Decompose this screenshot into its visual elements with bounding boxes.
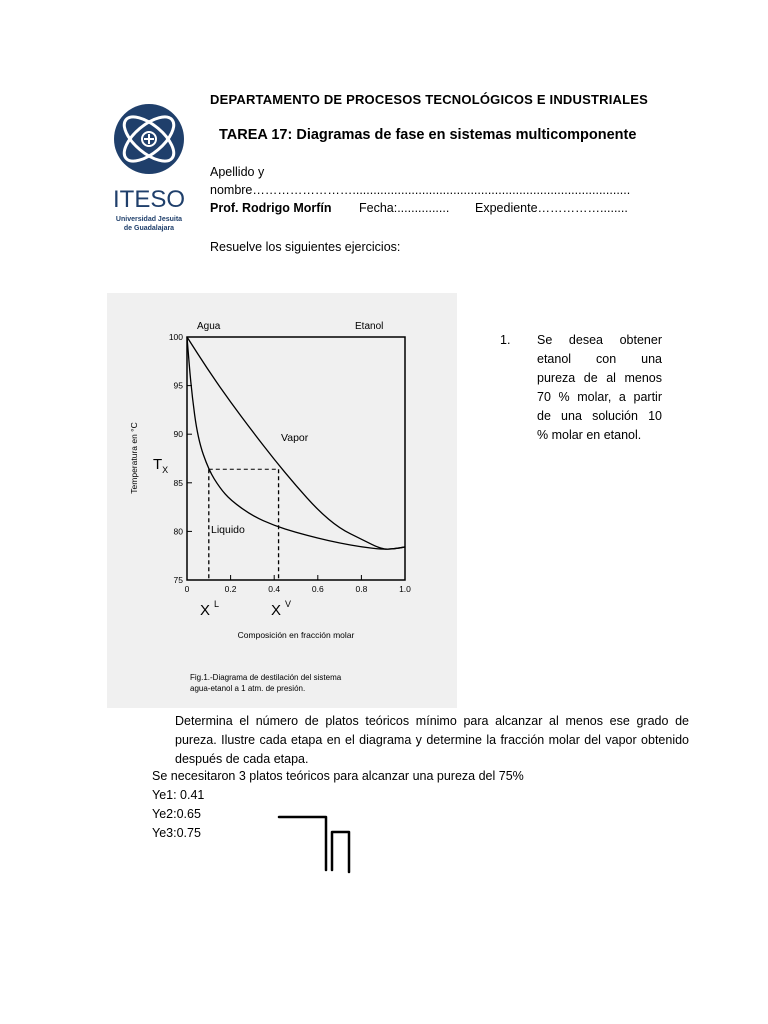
figure-caption-line1: Fig.1.-Diagrama de destilación del sistema [190,673,342,682]
department-heading: DEPARTAMENTO DE PROCESOS TECNOLÓGICOS E INDUSTRIALES [210,92,648,107]
x-tick-label: 0.8 [355,584,368,594]
distillation-figure [107,293,457,708]
y-axis-label: Temperatura en °C [129,422,139,494]
question-line: 70 % molar, a partir [537,390,662,404]
x-tick-label: 0.2 [224,584,237,594]
question-line: etanol con una [537,352,662,366]
question-number: 1. [500,333,511,347]
x-tick-label: 1.0 [399,584,411,594]
question-1 [500,331,662,445]
liquid-region-label: Liquido [211,524,245,536]
x-tick-label: 0 [184,584,190,594]
question-text [537,331,662,445]
vapor-region-label: Vapor [281,432,309,444]
y-tick-label: 95 [173,380,183,391]
answer-ye1: Ye1: 0.41 [152,788,205,802]
professor-name: Prof. Rodrigo Morfín [210,201,332,215]
x-tick-label: 0.6 [311,584,324,594]
question-line: de una solución 10 [537,409,662,423]
logo-subtitle-2: de Guadalajara [123,225,175,232]
x-axis-label: Composición en fracción molar [237,630,355,640]
instructions: Resuelve los siguientes ejercicios: [210,240,401,254]
logo-subtitle-1: Universidad Jesuita [115,216,183,223]
tx-label: $T_X$ [153,456,169,475]
task-title: TAREA 17: Diagramas de fase en sistemas multicomponente [219,127,637,143]
answer-summary: Se necesitaron 3 platos teóricos para alcanzar una pureza del 75% [152,769,524,783]
x-tick-label: 0.4 [268,584,281,594]
plot-frame [187,337,405,580]
xl-label: X $^L$ [200,599,220,619]
y-tick-label: 90 [173,429,183,440]
answer-ye3: Ye3:0.75 [152,826,201,840]
name-label-line2: nombre……………………................................................................................ [210,183,631,197]
name-label-line1: Apellido y [210,165,265,179]
phase-diagram-chart [107,293,457,708]
y-tick-label: 100 [168,332,183,342]
y-tick-label: 75 [173,575,183,585]
problem-description: Determina el número de platos teóricos mínimo para alcanzar al menos ese grado de pureza. Ilustre cada etapa en el diagrama y determine la fracción molar del vapor obtenido después de cada etapa. [175,714,689,766]
question-line: Se desea obtener [537,333,662,347]
question-line: pureza de al menos [537,371,662,385]
file-number-field: Expediente……………........ [475,201,628,215]
question-line: % molar en etanol. [537,428,642,442]
component-label-ethanol: Etanol [355,321,384,332]
iteso-logo [98,92,200,244]
answer-ye2: Ye2:0.65 [152,807,201,821]
logo-emblem-icon [114,104,184,174]
figure-caption-line2: agua-etanol a 1 atm. de presión. [190,684,306,693]
component-label-water: Agua [197,321,221,332]
xv-label: X $^V$ [271,599,292,619]
y-tick-label: 80 [173,526,183,537]
date-field: Fecha:............... [359,201,450,215]
logo-text: ITESO [112,186,186,213]
y-tick-label: 85 [173,477,183,488]
hand-drawn-stage-sketch [276,812,356,876]
